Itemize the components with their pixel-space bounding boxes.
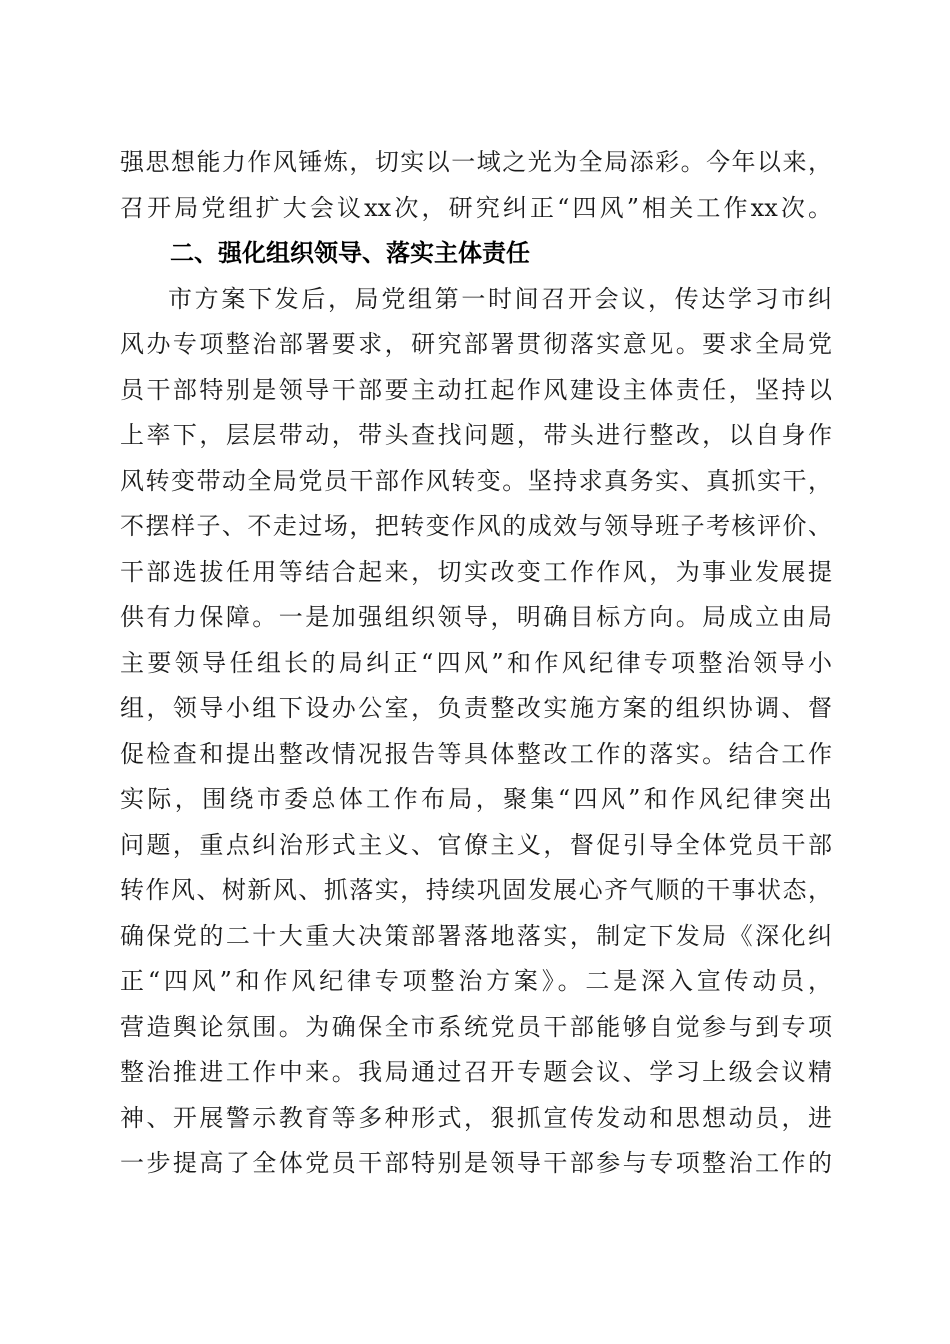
body-line: 供有力保障。一是加强组织领导，明确目标方向。局成立由局 [120,603,832,631]
body-line: 组，领导小组下设办公室，负责整改实施方案的组织协调、督 [120,694,832,722]
body-line: 干部选拔任用等结合起来，切实改变工作作风，为事业发展提 [120,557,832,586]
body-line: 转作风、树新风、抓落实，持续巩固发展心齐气顺的干事状态， [120,876,832,904]
body-line: 确保党的二十大重大决策部署落地落实，制定下发局《深化纠 [120,921,832,950]
section-heading: 二、强化组织领导、落实主体责任 [170,239,530,267]
body-line: 实际，围绕市委总体工作布局，聚集“四风”和作风纪律突出 [120,785,832,813]
body-line: 不摆样子、不走过场，把转变作风的成效与领导班子考核评价、 [120,512,832,540]
body-line: 风办专项整治部署要求，研究部署贯彻落实意见。要求全局党 [120,330,832,358]
intro-line: 强思想能力作风锤炼，切实以一域之光为全局添彩。今年以来， [120,148,832,176]
body-line: 正“四风”和作风纪律专项整治方案》。二是深入宣传动员， [120,967,832,995]
body-line: 神、开展警示教育等多种形式，狠抓宣传发动和思想动员，进 [120,1103,832,1132]
body-line: 主要领导任组长的局纠正“四风”和作风纪律专项整治领导小 [120,648,832,677]
intro-line: 召开局党组扩大会议xx次，研究纠正“四风”相关工作xx次。 [120,193,832,222]
body-line: 促检查和提出整改情况报告等具体整改工作的落实。结合工作 [120,739,832,768]
document-body [120,140,832,1187]
body-line: 问题，重点纠治形式主义、官僚主义，督促引导全体党员干部 [120,830,832,859]
body-line: 营造舆论氛围。为确保全市系统党员干部能够自觉参与到专项 [120,1012,832,1041]
body-line: 上率下，层层带动，带头查找问题，带头进行整改，以自身作 [120,421,832,449]
body-line: 市方案下发后，局党组第一时间召开会议，传达学习市纠 [168,284,832,313]
body-line: 员干部特别是领导干部要主动扛起作风建设主体责任，坚持以 [120,375,832,404]
body-line: 整治推进工作中来。我局通过召开专题会议、学习上级会议精 [120,1058,832,1086]
body-line: 风转变带动全局党员干部作风转变。坚持求真务实、真抓实干， [120,466,832,495]
body-line: 一步提高了全体党员干部特别是领导干部参与专项整治工作的 [120,1149,832,1177]
